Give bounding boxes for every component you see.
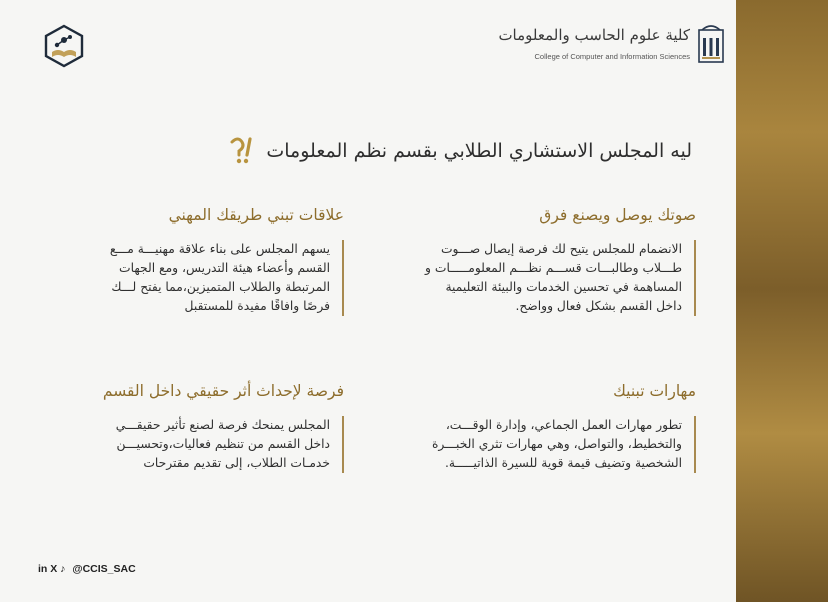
card-impact (14, 382, 344, 473)
card-body (366, 240, 696, 316)
card-line: فرصًا وافاقًا مفيدة للمستقبل (184, 299, 330, 313)
card-heading: مهارات تبنيك (613, 382, 696, 400)
council-logo-icon (42, 24, 86, 68)
main-heading (226, 136, 692, 166)
card-relations (14, 206, 344, 316)
card-skills (366, 382, 696, 473)
card-body (14, 240, 344, 316)
page-title: ليه المجلس الاستشاري الطلابي بقسم نظم المعلومات (266, 140, 692, 162)
social-icons: in X ♪ (38, 563, 66, 575)
card-line: خدمـات الطلاب، إلى تقديم مقترحات (143, 456, 330, 470)
card-line: المساهمة في تحسين الخدمات والبيئة التعليمية (445, 280, 682, 294)
question-exclamation-icon (226, 136, 260, 166)
card-line: طـــلاب وطالبـــات قســـم نظـــم المعلومـــــات و (425, 261, 682, 275)
card-heading: فرصة لإحداث أثر حقيقي داخل القسم (102, 382, 344, 400)
card-line: الشخصية وتضيف قيمة قوية للسيرة الذاتيـــــة. (445, 456, 682, 470)
card-heading: علاقات تبني طريقك المهني (168, 206, 344, 224)
university-emblem-icon (696, 24, 726, 64)
gold-side-bar (736, 0, 828, 602)
card-line: القسم وأعضاء هيئة التدريس، ومع الجهات (119, 261, 330, 275)
card-line: والتخطيط، والتواصل، وهي مهارات تثري الخبـــرة (431, 437, 682, 451)
card-body (14, 416, 344, 473)
card-line: داخل القسم من تنظيم فعاليات،وتحسيـــن (116, 437, 330, 451)
card-voice (366, 206, 696, 316)
card-line: تطور مهارات العمل الجماعي، وإدارة الوقـــت، (445, 418, 682, 432)
social-handle (38, 563, 136, 575)
college-branding (498, 24, 726, 66)
card-body (366, 416, 696, 473)
handle-text: @CCIS_SAC (72, 563, 136, 575)
card-line: المرتبطة والطلاب المتميزين،مما يفتح لـــك (111, 280, 330, 294)
college-name-english: College of Computer and Information Sciences (534, 52, 690, 61)
college-name-arabic: كلية علوم الحاسب والمعلومات (498, 26, 690, 44)
card-line: يسهم المجلس على بناء علاقة مهنيـــة مـــع (109, 242, 330, 256)
card-heading: صوتك يوصل ويصنع فرق (539, 206, 696, 224)
card-line: المجلس يمنحك فرصة لصنع تأثير حقيقـــي (115, 418, 330, 432)
card-line: داخل القسم بشكل فعال وواضح. (515, 299, 682, 313)
card-line: الانضمام للمجلس يتيح لك فرصة إيصال صـــوت (440, 242, 682, 256)
